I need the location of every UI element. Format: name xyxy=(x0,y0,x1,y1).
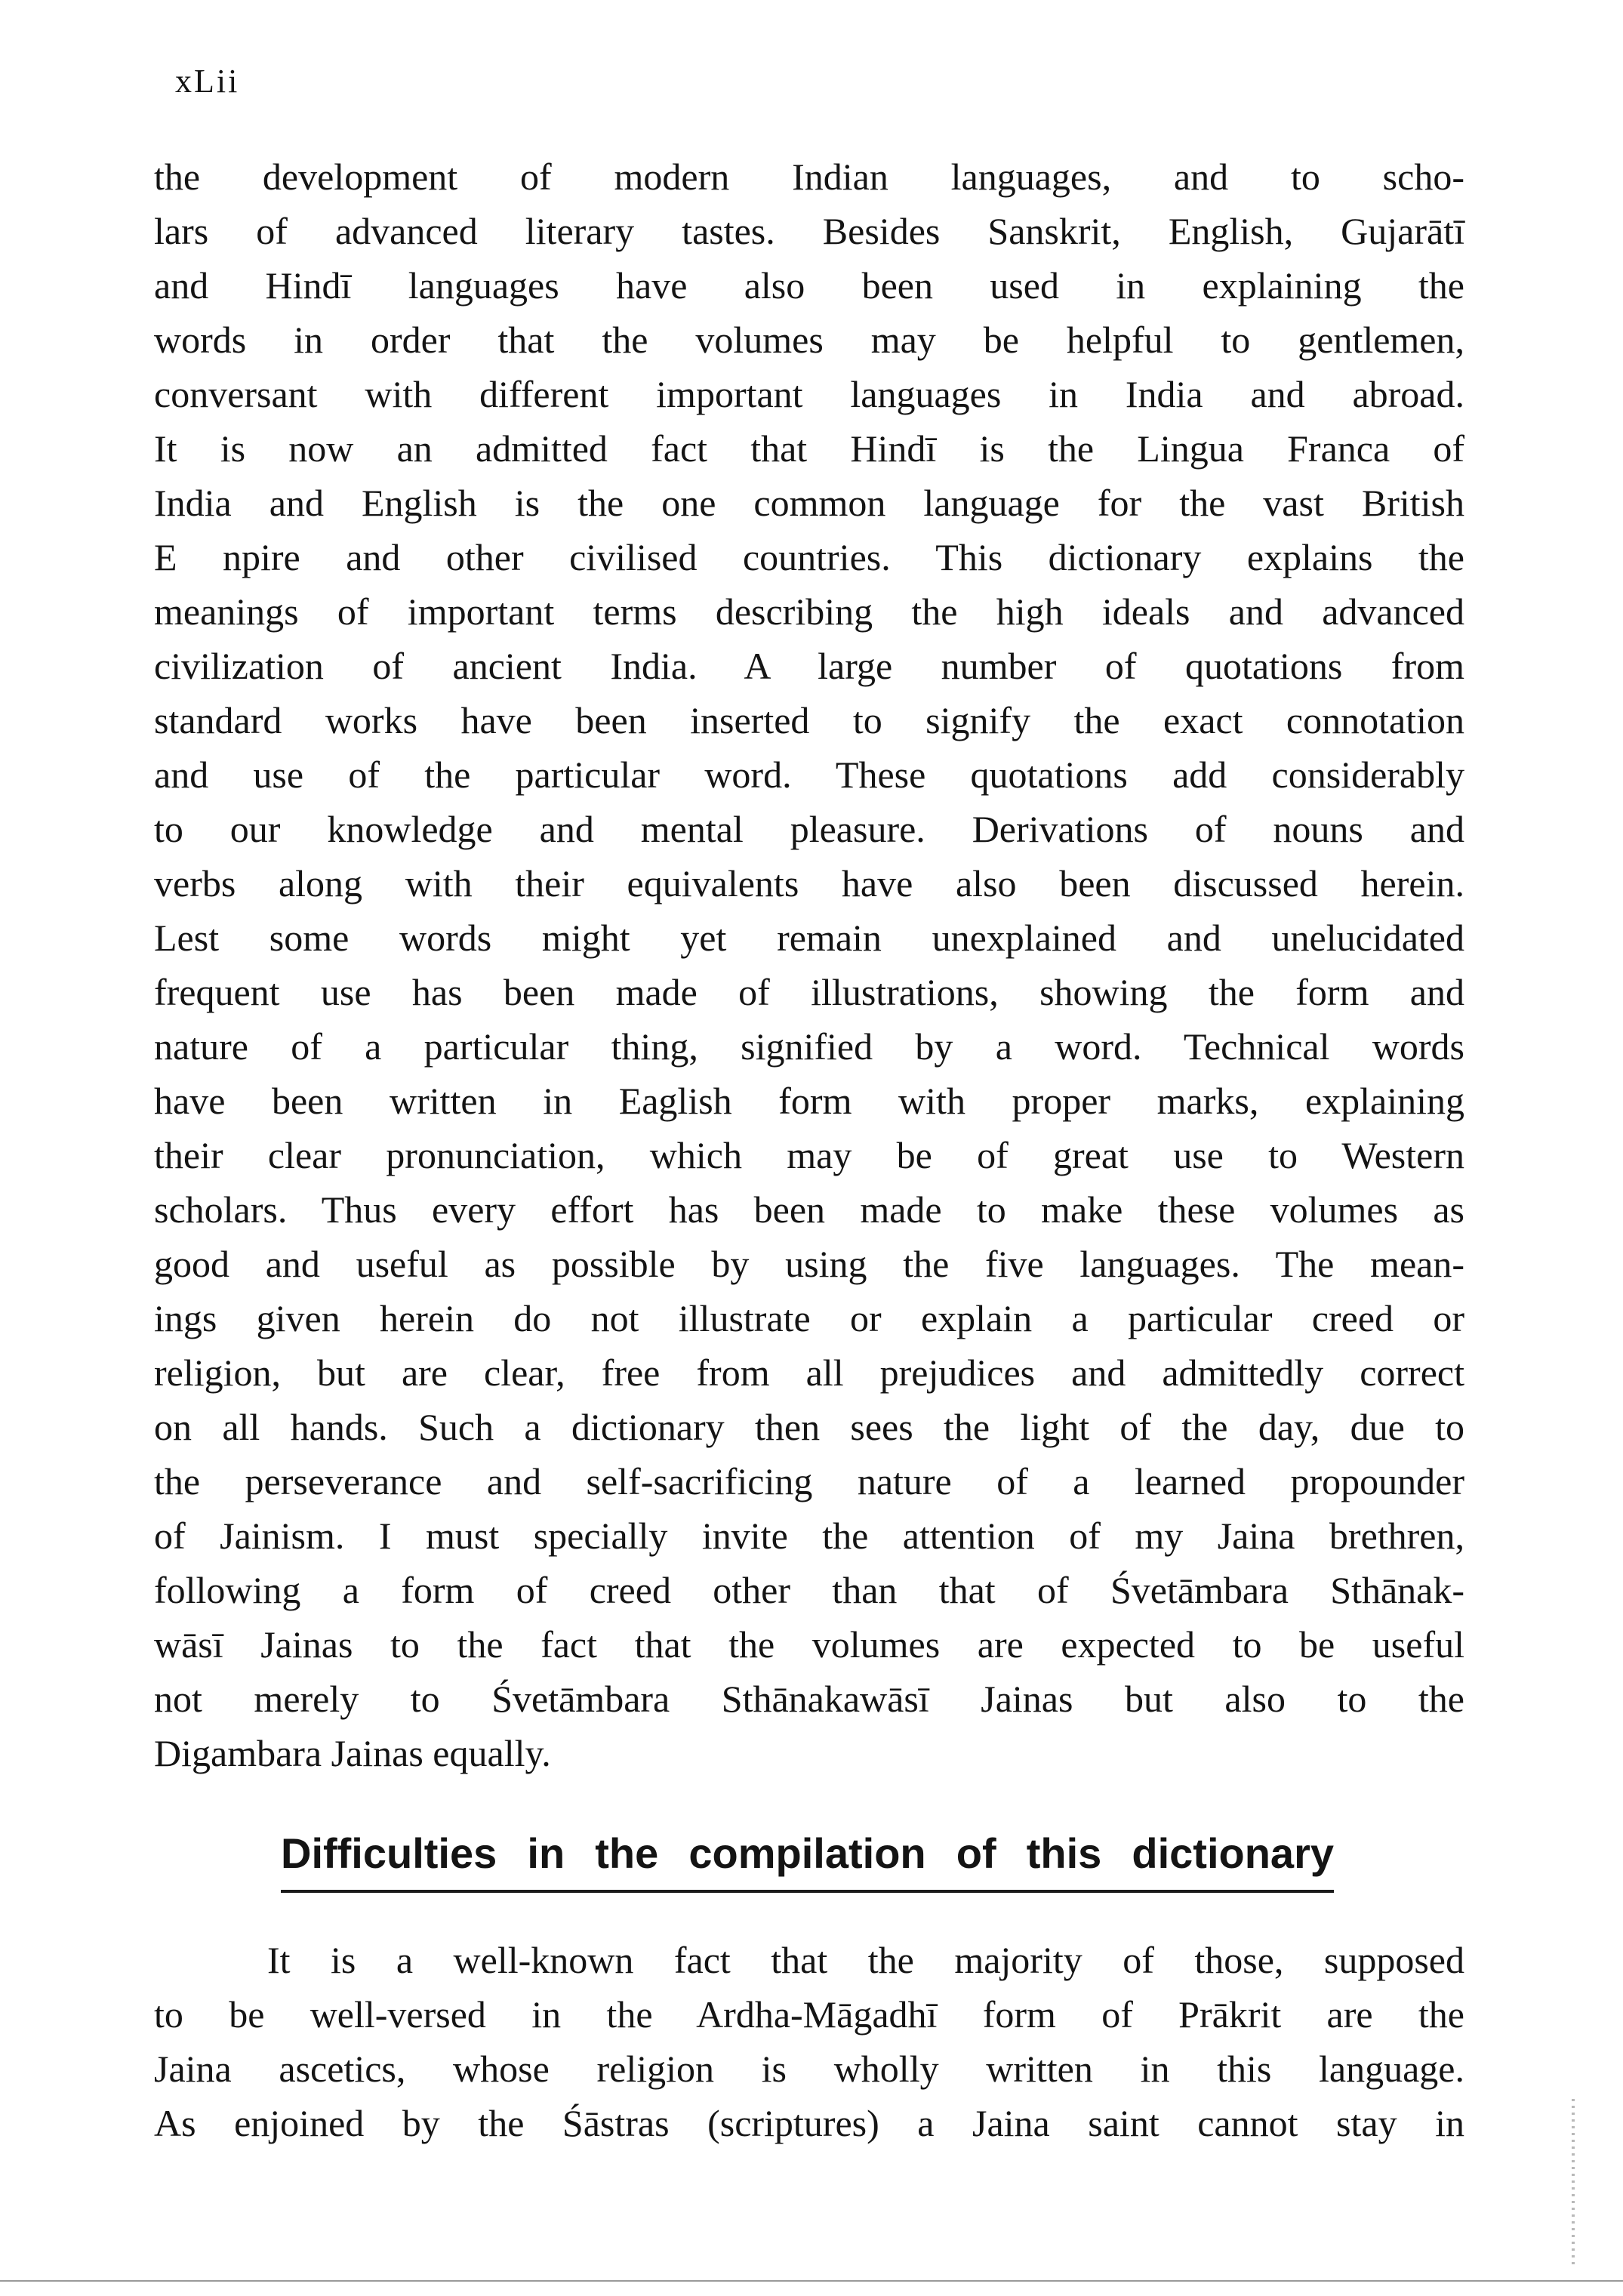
text-line: verbs along with their equivalents have also been discussed herein. xyxy=(154,862,1464,905)
text-line: and Hindī languages have also been used in explaining the xyxy=(154,264,1464,307)
text-line: Lest some words might yet remain unexplained and unelucidated xyxy=(154,917,1464,959)
text-line: following a form of creed other than that of Śvetāmbara Sthānak- xyxy=(154,1569,1464,1611)
text-line: scholars. Thus every effort has been made to make these volumes as xyxy=(154,1188,1464,1231)
section-heading: Difficulties in the compilation of this dictionary xyxy=(281,1829,1334,1877)
text-line: on all hands. Such a dictionary then sees the light of the day, due to xyxy=(154,1406,1464,1448)
text-line: It is a well-known fact that the majority of those, supposed xyxy=(267,1939,1464,1981)
text-line: and use of the particular word. These quotations add considerably xyxy=(154,754,1464,796)
text-line: to be well-versed in the Ardha-Māgadhī form of Prākrit are the xyxy=(154,1993,1464,2036)
scan-bottom-edge xyxy=(0,2280,1623,2282)
section-paragraph xyxy=(154,1933,1464,2150)
heading-underline xyxy=(281,1890,1334,1893)
text-line: to our knowledge and mental pleasure. Derivations of nouns and xyxy=(154,808,1464,850)
text-line: India and English is the one common language for the vast British xyxy=(154,482,1464,524)
text-line: standard works have been inserted to signify the exact connotation xyxy=(154,699,1464,741)
text-line: good and useful as possible by using the five languages. The mean- xyxy=(154,1243,1464,1285)
scan-edge-marks xyxy=(1572,2099,1575,2265)
text-line: the perseverance and self-sacrificing nature of a learned propounder xyxy=(154,1460,1464,1502)
text-line: As enjoined by the Śāstras (scriptures) a Jaina saint cannot stay in xyxy=(154,2102,1464,2144)
text-line: nature of a particular thing, signified by a word. Technical words xyxy=(154,1025,1464,1068)
text-line: words in order that the volumes may be helpful to gentlemen, xyxy=(154,319,1464,361)
text-line: have been written in Eaglish form with proper marks, explaining xyxy=(154,1080,1464,1122)
text-line: Digambara Jainas equally. xyxy=(154,1732,551,1774)
text-line: religion, but are clear, free from all prejudices and admittedly correct xyxy=(154,1351,1464,1394)
text-line: E npire and other civilised countries. This dictionary explains the xyxy=(154,536,1464,578)
text-line: of Jainism. I must specially invite the attention of my Jaina brethren, xyxy=(154,1515,1464,1557)
text-line: meanings of important terms describing the high ideals and advanced xyxy=(154,590,1464,633)
text-line: frequent use has been made of illustrations, showing the form and xyxy=(154,971,1464,1013)
text-line: conversant with different important languages in India and abroad. xyxy=(154,373,1464,415)
page-number: xLii xyxy=(175,63,240,100)
text-line: their clear pronunciation, which may be of great use to Western xyxy=(154,1134,1464,1176)
text-line: ings given herein do not illustrate or explain a particular creed or xyxy=(154,1297,1464,1339)
text-line: civilization of ancient India. A large number of quotations from xyxy=(154,645,1464,687)
text-line: the development of modern Indian languages, and to scho- xyxy=(154,156,1464,198)
text-line: Jaina ascetics, whose religion is wholly written in this language. xyxy=(154,2048,1464,2090)
paragraph-body xyxy=(154,149,1464,1780)
text-line: wāsī Jainas to the fact that the volumes are expected to be useful xyxy=(154,1623,1464,1666)
text-line: not merely to Śvetāmbara Sthānakawāsī Jainas but also to the xyxy=(154,1678,1464,1720)
text-line: lars of advanced literary tastes. Besides Sanskrit, English, Gujarātī xyxy=(154,210,1464,252)
text-line: It is now an admitted fact that Hindī is the Lingua Franca of xyxy=(154,427,1464,470)
